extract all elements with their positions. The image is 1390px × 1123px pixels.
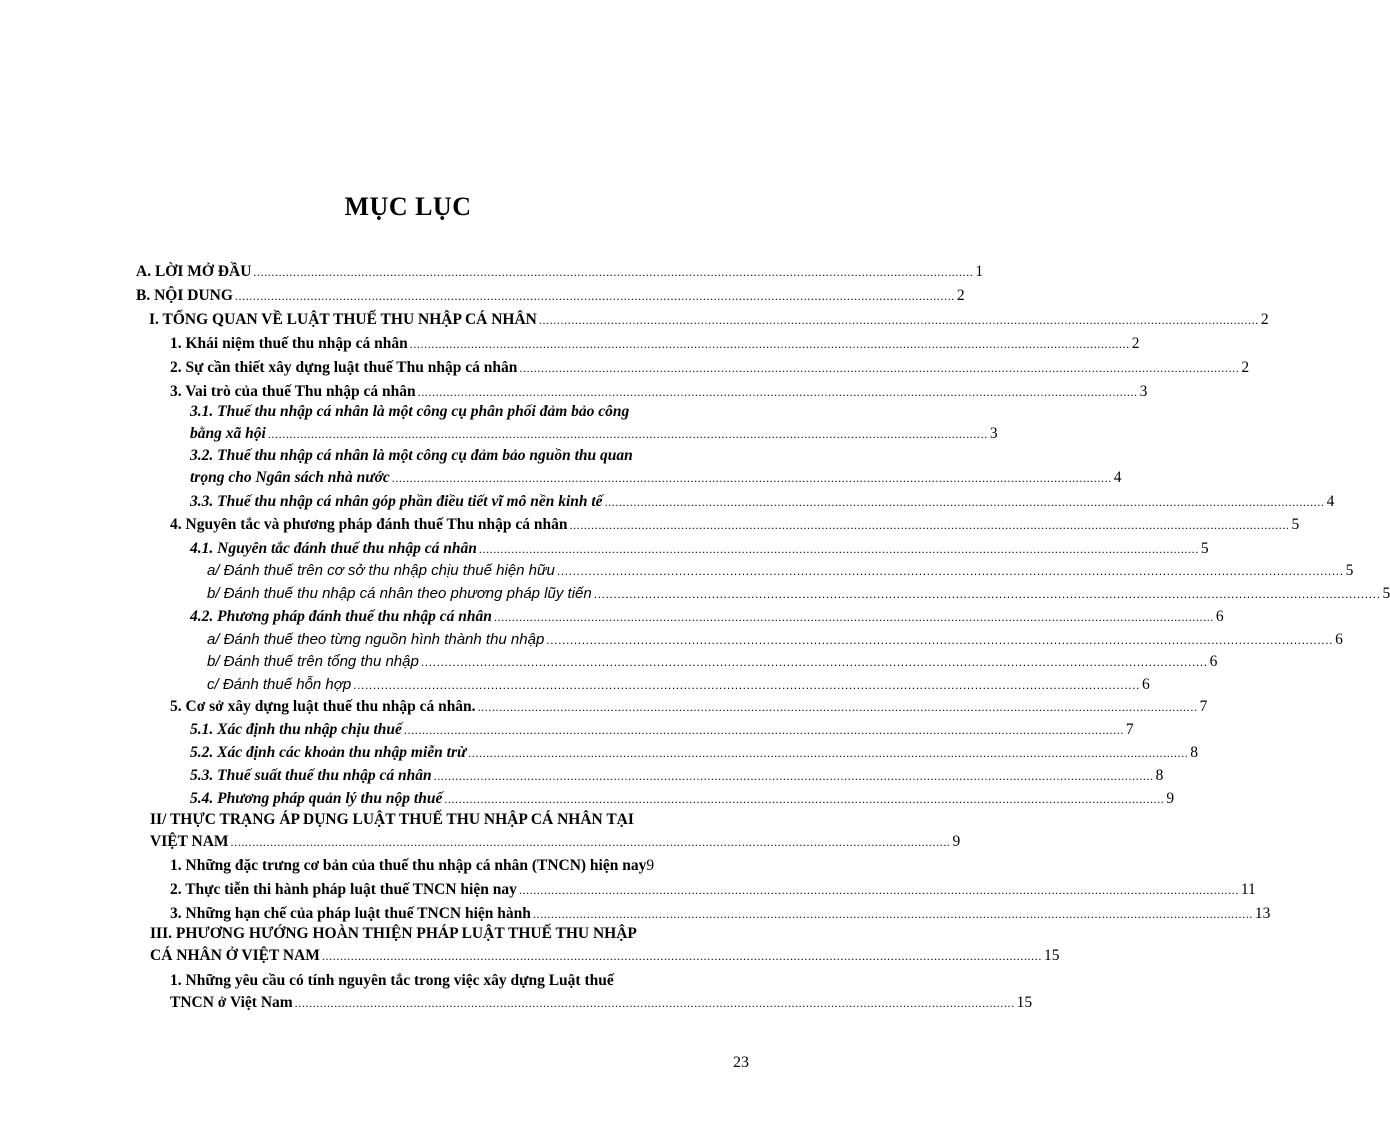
- leader-dots: ........................................................................................................................................................................................................: [477, 700, 1198, 714]
- toc-entry[interactable]: [170, 514, 1300, 536]
- toc-entry[interactable]: [207, 674, 1150, 696]
- toc-entry-text: 2. Sự cần thiết xây dựng luật thuế Thu nhập cá nhân: [170, 359, 518, 376]
- leader-dots: ........................................................................................................................................................................................................: [556, 564, 1344, 578]
- leader-dots: ........................................................................................................................................................................................................: [604, 495, 1325, 509]
- leader-dots: ........................................................................................................................................................................................................: [234, 289, 955, 303]
- leader-dots: ........................................................................................................................................................................................................: [518, 883, 1239, 897]
- toc-entry[interactable]: [170, 879, 1256, 901]
- toc-entry-text: 4.2. Phương pháp đánh thuế thu nhập cá nhân: [190, 608, 492, 625]
- toc-entry[interactable]: [190, 742, 1199, 764]
- toc-entry-text-first-line: II/ THỰC TRẠNG ÁP DỤNG LUẬT THUẾ THU NHẬP CÁ NHÂN TẠI: [150, 811, 634, 828]
- toc-entry[interactable]: [207, 560, 1354, 582]
- toc-entry-page: 2: [1131, 335, 1140, 352]
- toc-entry-page: 5: [1200, 540, 1209, 557]
- toc-entry-text-first-line: 3.1. Thuế thu nhập cá nhân là một công cụ phân phối đảm bảo công: [190, 403, 630, 420]
- toc-entry-text: 4.1. Nguyên tắc đánh thuế thu nhập cá nhân: [190, 540, 477, 557]
- toc-entry-text: I. TỔNG QUAN VỀ LUẬT THUẾ THU NHẬP CÁ NHÂN: [149, 311, 537, 328]
- toc-entry-page: 9: [1166, 790, 1175, 807]
- leader-dots: ........................................................................................................................................................................................................: [253, 265, 974, 279]
- toc-entry-page: 11: [1240, 881, 1256, 898]
- toc-entry-text: TNCN ở Việt Nam: [170, 994, 293, 1011]
- toc-entry-page: 9: [646, 857, 655, 874]
- toc-entry-page: 2: [956, 287, 965, 304]
- toc-entry[interactable]: [149, 309, 1269, 331]
- leader-dots: ........................................................................................................................................................................................................: [294, 996, 1015, 1010]
- page-number: 23: [733, 1054, 749, 1071]
- toc-entry-text-first-line: III. PHƯƠNG HƯỚNG HOÀN THIỆN PHÁP LUẬT THUẾ THU NHẬP: [150, 925, 637, 942]
- toc-entry-page: 6: [1141, 676, 1150, 693]
- toc-entry-text: B. NỘI DUNG: [136, 287, 233, 304]
- toc-entry[interactable]: [207, 629, 1343, 651]
- leader-dots: ........................................................................................................................................................................................................: [468, 746, 1189, 760]
- leader-dots: ........................................................................................................................................................................................................: [420, 655, 1208, 669]
- leader-dots: ........................................................................................................................................................................................................: [493, 610, 1214, 624]
- toc-entry-text: 5.3. Thuế suất thuế thu nhập cá nhân: [190, 767, 432, 784]
- leader-dots: ........................................................................................................................................................................................................: [321, 949, 1042, 963]
- leader-dots: ........................................................................................................................................................................................................: [519, 361, 1240, 375]
- toc-entry-text: 2. Thực tiễn thi hành pháp luật thuế TNCN hiện nay: [170, 881, 517, 898]
- toc-entry[interactable]: [190, 401, 998, 445]
- toc-entry-page: 5: [1382, 585, 1390, 602]
- toc-entry-page: 8: [1190, 744, 1199, 761]
- toc-entry-text: trọng cho Ngân sách nhà nước: [190, 469, 390, 486]
- toc-entry-page: 5: [1345, 562, 1354, 579]
- toc-entry[interactable]: [190, 719, 1134, 741]
- toc-entry-page: 13: [1254, 905, 1271, 922]
- toc-entry[interactable]: [190, 788, 1175, 810]
- toc-entry-page: 7: [1125, 721, 1134, 738]
- toc-entry-page: 6: [1209, 653, 1218, 670]
- leader-dots: ........................................................................................................................................................................................................: [433, 769, 1154, 783]
- toc-entry-text: a/ Đánh thuế trên cơ sở thu nhập chịu thuế hiện hữu: [207, 562, 555, 579]
- toc-entry[interactable]: [190, 445, 1122, 489]
- toc-entry[interactable]: [170, 970, 1033, 1014]
- toc-entry-text: 5.4. Phương pháp quản lý thu nộp thuế: [190, 790, 443, 807]
- leader-dots: ........................................................................................................................................................................................................: [444, 792, 1165, 806]
- toc-entry[interactable]: [190, 606, 1224, 628]
- leader-dots: ........................................................................................................................................................................................................: [267, 427, 988, 441]
- toc-entry-page: 6: [1335, 631, 1343, 648]
- toc-entry-page: 9: [952, 833, 961, 850]
- leader-dots: ........................................................................................................................................................................................................: [546, 633, 1334, 647]
- toc-entry-text: b/ Đánh thuế trên tổng thu nhập: [207, 653, 419, 670]
- toc-entry-page: 8: [1155, 767, 1164, 784]
- toc-entry-page: 15: [1043, 947, 1060, 964]
- toc-entry-text: c/ Đánh thuế hỗn hợp: [207, 676, 352, 693]
- toc-entry-text: 1. Những đặc trưng cơ bản của thuế thu nhập cá nhân (TNCN) hiện nay: [170, 857, 647, 874]
- leader-dots: ........................................................................................................................................................................................................: [538, 313, 1259, 327]
- toc-entry[interactable]: [136, 261, 984, 283]
- toc-entry-page: 5: [1291, 516, 1300, 533]
- toc-entry-text: b/ Đánh thuế thu nhập cá nhân theo phương pháp lũy tiến: [207, 585, 592, 602]
- toc-entry-page: 6: [1215, 608, 1224, 625]
- toc-entry-text: 1. Khái niệm thuế thu nhập cá nhân: [170, 335, 408, 352]
- toc-entry[interactable]: [136, 285, 965, 307]
- leader-dots: ........................................................................................................................................................................................................: [353, 678, 1140, 692]
- toc-entry-text: 3.3. Thuế thu nhập cá nhân góp phần điều tiết vĩ mô nền kinh tế: [190, 493, 603, 510]
- leader-dots: ........................................................................................................................................................................................................: [230, 835, 951, 849]
- toc-entry[interactable]: [170, 381, 1148, 403]
- toc-entry-text: 4. Nguyên tắc và phương pháp đánh thuế Thu nhập cá nhân: [170, 516, 568, 533]
- toc-entry[interactable]: [207, 651, 1218, 673]
- leader-dots: ........................................................................................................................................................................................................: [478, 542, 1199, 556]
- leader-dots: ........................................................................................................................................................................................................: [532, 907, 1253, 921]
- toc-entry-text-first-line: 1. Những yêu cầu có tính nguyên tắc trong việc xây dựng Luật thuế: [170, 972, 614, 989]
- leader-dots: ........................................................................................................................................................................................................: [403, 723, 1124, 737]
- toc-entry-text: 5.2. Xác định các khoản thu nhập miễn trừ: [190, 744, 467, 761]
- leader-dots: ........................................................................................................................................................................................................: [417, 385, 1138, 399]
- toc-entry-text: CÁ NHÂN Ở VIỆT NAM: [150, 947, 320, 964]
- toc-entry-page: 3: [989, 425, 998, 442]
- toc-entry-text: bằng xã hội: [190, 425, 266, 442]
- toc-entry[interactable]: [170, 357, 1250, 379]
- leader-dots: ........................................................................................................................................................................................................: [569, 518, 1290, 532]
- toc-entry[interactable]: [170, 855, 753, 877]
- leader-dots: ........................................................................................................................................................................................................: [593, 587, 1381, 601]
- toc-entry-text: 5.1. Xác định thu nhập chịu thuế: [190, 721, 402, 738]
- toc-entry-page: 3: [1139, 383, 1148, 400]
- toc-entry-page: 2: [1241, 359, 1250, 376]
- toc-entry[interactable]: [150, 923, 1060, 967]
- toc-entry-text: 5. Cơ sở xây dựng luật thuế thu nhập cá nhân.: [170, 698, 476, 715]
- toc-entry-page: 4: [1113, 469, 1122, 486]
- toc-entry[interactable]: [170, 696, 1208, 718]
- toc-entry[interactable]: [190, 491, 1335, 513]
- toc-entry[interactable]: [150, 809, 961, 853]
- toc-entry[interactable]: [170, 333, 1140, 355]
- leader-dots: ........................................................................................................................................................................................................: [409, 337, 1130, 351]
- toc-entry-text: 3. Vai trò của thuế Thu nhập cá nhân: [170, 383, 416, 400]
- toc-entry-page: 7: [1199, 698, 1208, 715]
- toc-entry-page: 1: [975, 263, 984, 280]
- toc-entry[interactable]: [190, 765, 1164, 787]
- toc-entry-text: a/ Đánh thuế theo từng nguồn hình thành thu nhập: [207, 631, 545, 648]
- page-title: MỤC LỤC: [344, 192, 472, 221]
- toc-entry[interactable]: [190, 538, 1209, 560]
- toc-entry-text: 3. Những hạn chế của pháp luật thuế TNCN hiện hành: [170, 905, 531, 922]
- leader-dots: ........................................................................................................................................................................................................: [391, 471, 1112, 485]
- toc-entry-text: A. LỜI MỞ ĐẦU: [136, 263, 252, 280]
- toc-entry[interactable]: [207, 583, 1390, 605]
- toc-entry-page: 4: [1326, 493, 1335, 510]
- toc-entry-page: 2: [1260, 311, 1269, 328]
- toc-entry[interactable]: [170, 903, 1271, 925]
- toc-entry-text: VIỆT NAM: [150, 833, 229, 850]
- toc-entry-page: 15: [1016, 994, 1033, 1011]
- toc-entry-text-first-line: 3.2. Thuế thu nhập cá nhân là một công cụ đảm bảo nguồn thu quan: [190, 447, 633, 464]
